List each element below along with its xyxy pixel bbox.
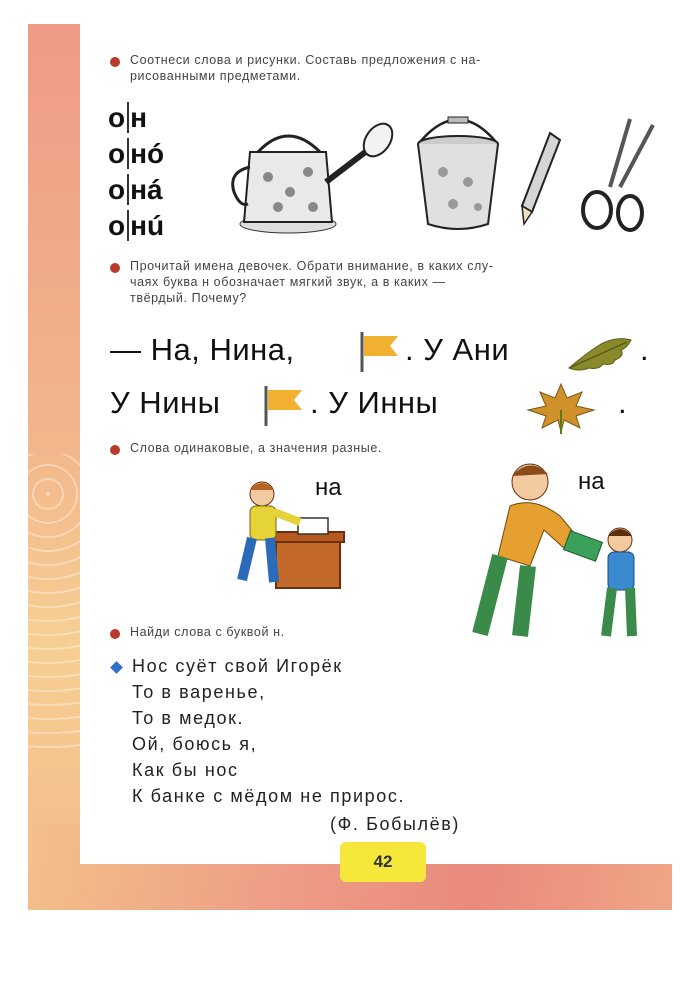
- sentence-part: .: [618, 385, 628, 420]
- task-bullet-icon: [110, 629, 120, 639]
- pronoun-row: о н: [108, 102, 148, 133]
- boy-at-desk-illustration: [228, 478, 348, 596]
- task3-instruction: Слова одинаковые, а значения разные.: [130, 441, 382, 455]
- flag-icon: [358, 330, 402, 374]
- poem-author: (Ф. Бобылёв): [330, 814, 461, 834]
- man-and-boy-illustration: [460, 456, 665, 646]
- pronoun-row: о нú: [108, 210, 165, 241]
- poem-line: То в варенье,: [132, 682, 266, 702]
- poem-line: Нос суёт свой Игорёк: [132, 656, 343, 676]
- na-word-left: на: [315, 474, 342, 501]
- task2-instruction-line3: твёрдый. Почему?: [130, 291, 247, 305]
- sentence-part: .: [640, 332, 650, 367]
- frame-ornament: [28, 454, 80, 754]
- task-bullet-icon: [110, 263, 120, 273]
- pronoun-row: о нá: [108, 174, 163, 205]
- task2-instruction-line2: чаях буква н обозначает мягкий звук, а в каких —: [130, 275, 446, 289]
- bucket-icon: [408, 112, 508, 237]
- sentence-part: — На, Нина,: [110, 332, 295, 367]
- task-bullet-icon: [110, 445, 120, 455]
- task2-instruction-line1: Прочитай имена девочек. Обрати внимание, в каких слу-: [130, 259, 494, 273]
- sentence-part: . У Инны: [310, 385, 439, 420]
- flag-icon: [262, 384, 306, 428]
- oak-leaf-icon: [565, 334, 637, 374]
- poem-line: Ой, боюсь я,: [132, 734, 258, 754]
- poem-line: Как бы нос: [132, 760, 239, 780]
- task-bullet-icon: [110, 57, 120, 67]
- scissors-icon: [575, 115, 665, 235]
- task1-instruction-line1: Соотнеси слова и рисунки. Составь предложения с на-: [130, 53, 481, 67]
- sentence-part: У Нины: [110, 385, 221, 420]
- watering-can-icon: [228, 112, 398, 237]
- page-number: 42: [340, 842, 426, 882]
- sentence-part: . У Ани: [405, 332, 510, 367]
- maple-leaf-icon: [522, 380, 600, 435]
- task1-instruction-line2: рисованными предметами.: [130, 69, 301, 83]
- pronoun-row: о нó: [108, 138, 165, 169]
- poem-line: То в медок.: [132, 708, 245, 728]
- pencil-icon: [520, 128, 565, 228]
- na-word-right: на: [578, 468, 605, 495]
- task4-instruction: Найди слова с буквой н.: [130, 625, 285, 639]
- poem-line: К банке с мёдом не прирос.: [132, 786, 406, 806]
